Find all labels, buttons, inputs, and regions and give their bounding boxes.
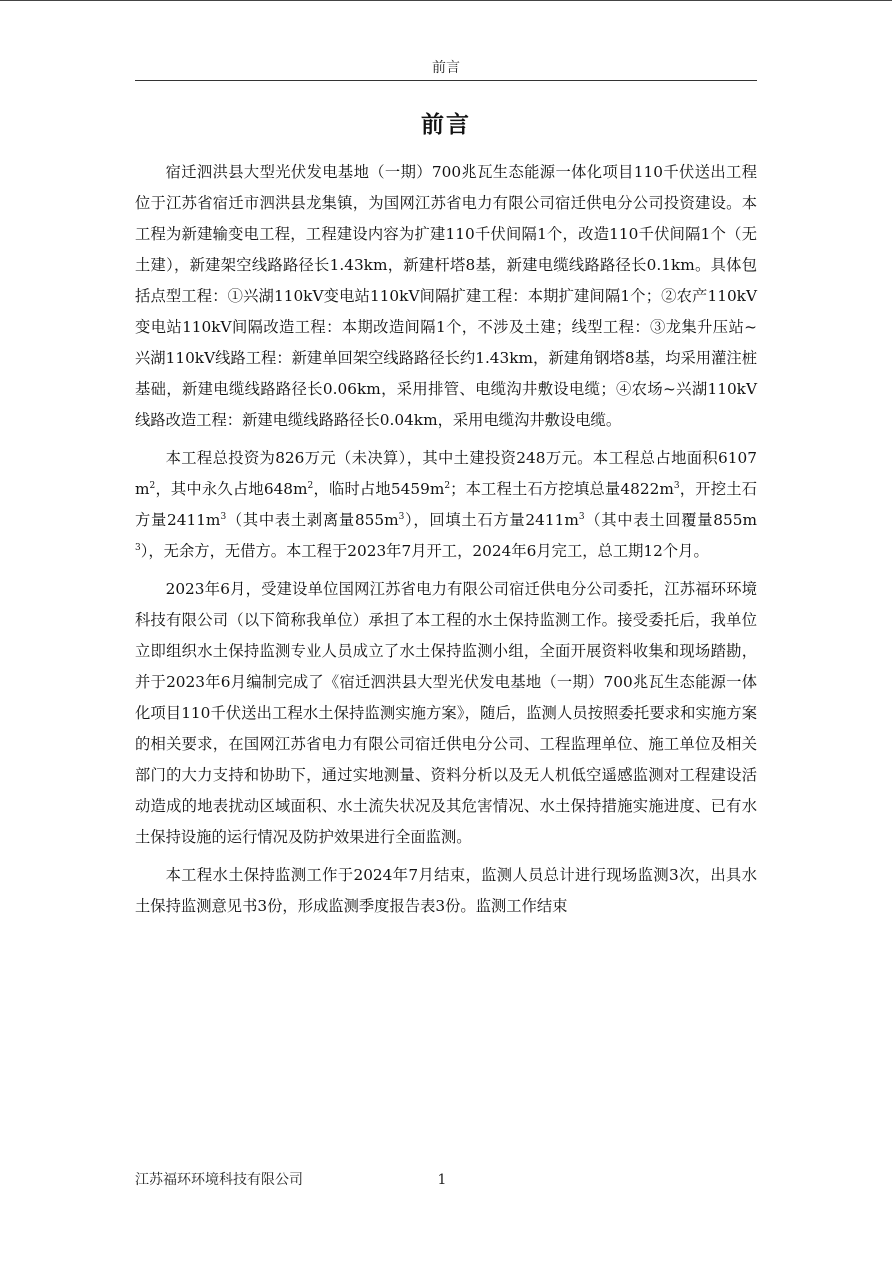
paragraph-text: 本工程水土保持监测工作于2024年7月结束，监测人员总计进行现场监测3次，出具水土保持监测意见书3份，形成监测季度报告表3份。监测工作结束 [135, 866, 757, 915]
header-rule [135, 80, 757, 81]
document-body [135, 157, 757, 929]
unit-superscript: 3 [398, 512, 405, 522]
paragraph-text: ，其中永久占地648m [155, 480, 308, 498]
page-title: 前言 [421, 111, 471, 138]
unit-superscript: 2 [307, 481, 314, 491]
paragraph-text: 本工程总投资为826万元（未决算），其中土建投资248万元。本工程总占地面积6107m [135, 449, 757, 498]
body-paragraph [135, 860, 757, 922]
unit-superscript: 3 [673, 481, 680, 491]
running-header: 前言 [432, 60, 460, 76]
paragraph-text: （其中表土剥离量855m [226, 511, 399, 529]
unit-superscript: 3 [220, 512, 227, 522]
body-paragraph [135, 157, 757, 436]
body-paragraph [135, 443, 757, 567]
page-top-border [0, 0, 892, 1]
paragraph-text: （其中表土回覆量855m [584, 511, 758, 529]
paragraph-text: ，临时占地5459m [313, 480, 445, 498]
footer-company: 江苏福环环境科技有限公司 [135, 1172, 303, 1188]
body-paragraph [135, 574, 757, 853]
paragraph-text: 2023年6月，受建设单位国网江苏省电力有限公司宿迁供电分公司委托，江苏福环环境科技有限公司（以下简称我单位）承担了本工程的水土保持监测工作。接受委托后，我单位立即组织水土保持监测专业人员成立了水土保持监测小组，全面开展资料收集和现场踏勘，并于2023年6月编制完成了《宿迁泗洪县大型光伏发电基地（一期）700兆瓦生态能源一体化项目110千伏送出工程水土保持监测实施方案》，随后，监测人员按照委托要求和实施方案的相关要求，在国网江苏省电力有限公司宿迁供电分公司、工程监理单位、施工单位及相关部门的大力支持和协助下，通过实地测量、资料分析以及无人机低空遥感监测对工程建设活动造成的地表扰动区域面积、水土流失状况及其危害情况、水土保持措施实施进度、已有水土保持设施的运行情况及防护效果进行全面监测。 [135, 580, 757, 846]
unit-superscript: 3 [578, 512, 585, 522]
unit-superscript: 2 [149, 481, 156, 491]
paragraph-text: ；本工程土石方挖填总量4822m [450, 480, 674, 498]
paragraph-text: 宿迁泗洪县大型光伏发电基地（一期）700兆瓦生态能源一体化项目110千伏送出工程位于江苏省宿迁市泗洪县龙集镇，为国网江苏省电力有限公司宿迁供电分公司投资建设。本工程为新建输变电工程，工程建设内容为扩建110千伏间隔1个，改造110千伏间隔1个（无土建），新建架空线路路径长1.43km，新建杆塔8基，新建电缆线路路径长0.1km。具体包括点型工程：①兴湖110kV变电站110kV间隔扩建工程：本期扩建间隔1个；②农产110kV变电站110kV间隔改造工程：本期改造间隔1个，不涉及土建；线型工程：③龙集升压站~兴湖110kV线路工程：新建单回架空线路路径长约1.43km，新建角钢塔8基，均采用灌注桩基础，新建电缆线路路径长0.06km，采用排管、电缆沟井敷设电缆；④农场~兴湖110kV线路改造工程：新建电缆线路路径长0.04km，采用电缆沟井敷设电缆。 [135, 163, 757, 429]
unit-superscript: 3 [135, 543, 141, 553]
paragraph-text: ，开挖土石方量2411m [135, 480, 758, 529]
paragraph-text: ），回填土石方量2411m [404, 511, 579, 529]
unit-superscript: 2 [444, 481, 451, 491]
paragraph-text: ），无余方，无借方。本工程于2023年7月开工，2024年6月完工，总工期12个月。 [140, 542, 709, 560]
page-number: 1 [437, 1172, 447, 1188]
